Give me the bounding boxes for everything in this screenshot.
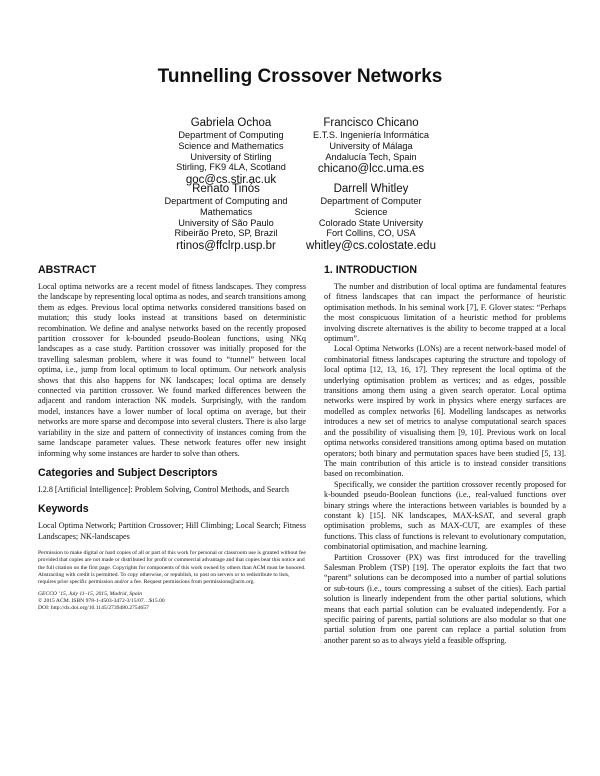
doi-link[interactable]: DOI: http://dx.doi.org/10.1145/2739480.2754657 xyxy=(38,605,149,612)
paper-title: Tunnelling Crossover Networks xyxy=(157,66,443,87)
author-affiliation-line: Ribeirão Preto, SP, Brazil xyxy=(174,228,278,239)
abstract-heading: ABSTRACT xyxy=(38,264,97,276)
author-block-2 xyxy=(276,116,466,176)
keywords-heading: Keywords xyxy=(38,503,89,516)
author-affiliation-line: Andalucía Tech, Spain xyxy=(325,151,417,162)
categories-heading: Categories and Subject Descriptors xyxy=(38,466,218,479)
intro-paragraph-2: Local Optima Networks (LONs) are a recent network-based model of combinatorial fitness landscapes capturing the structure and topology of local optima [12, 13, 16, 17]. They represent the local optima of the underlying optimisation problem as vertices; and as edges, possible transitions among them using a given search operator. Local optima networks were inspired by work in physics where energy surfaces are modelled as complex networks [6]. Modelling landscapes as networks introduces a new set of metrics to analyse computational search spaces and the possibility of visualising them [9, 10]. Previous work on local optima networks considered transitions among optima based on mutation operators; both binary and permutation spaces have been studied [5, 13]. The main contribution of this article is to instead consider transitions based on recombination. xyxy=(324,344,566,479)
intro-paragraph-4: Partition Crossover (PX) was first introduced for the travelling Salesman Problem (TSP) [19]. The operator exploits the fact that two “parent” solutions can be decomposed into a number of partial solutions or sub-tours (i.e., tours compressing a subset of the cities). Each partial solution is linearly independent from the other partial solutions, which means that each partial solution can be evaluated independently. For a specific pairing of parents, partial solutions are also modular so that one partial solution from one parent can replace a partial solution from another parent so as to always yield a feasible offspring. xyxy=(324,552,566,645)
intro-paragraph-3: Specifically, we consider the partition crossover recently proposed for k-bounded pseudo-Boolean functions (i.e., real-valued functions over binary strings where the interactions between variables is bounded by a constant k) [15]. NK landscapes, MAX-kSAT, and several graph optimisation problems, such as MAX-CUT, are examples of these functions. This class of functions is relevant to evolutionary computation, combinatorial optimisation, and machine learning. xyxy=(324,479,566,552)
author-name: Renato Tinós xyxy=(192,183,260,195)
author-block-4 xyxy=(276,182,466,253)
author-email[interactable]: chicano@lcc.uma.es xyxy=(317,163,425,176)
author-affiliation-line: University of São Paulo xyxy=(178,217,274,228)
author-affiliation-line: University of Stirling xyxy=(190,151,272,162)
author-affiliation-line: Department of Computer xyxy=(320,196,422,206)
keywords-text: Local Optima Network; Partition Crossover; Hill Climbing; Local Search; Fitness Landscapes; NK-landscapes xyxy=(38,521,306,541)
copyright-line: © 2015 ACM. ISBN 978-1-4503-3472-3/15/07…$15.00 xyxy=(38,598,165,605)
right-column xyxy=(324,264,566,646)
conference-line: GECCO ’15, July 11–15, 2015, Madrid, Spain xyxy=(38,590,142,597)
intro-paragraph-1: The number and distribution of local optima are fundamental features of fitness landscapes that can impact the performance of heuristic optimisation methods. In his seminal work [7], F. Glover states: “Perhaps the most conspicuous limitation of a heuristic method for problems involving discrete alternatives is the ability to become trapped at a local optimum”. xyxy=(324,282,566,344)
left-column xyxy=(38,264,306,613)
author-affiliation-line: E.T.S. Ingeniería Informática xyxy=(313,130,429,140)
author-affiliation-line: Fort Collins, CO, USA xyxy=(326,228,416,239)
author-name: Gabriela Ochoa xyxy=(190,117,272,129)
author-affiliation-line: University of Málaga xyxy=(329,140,413,151)
categories-text: I.2.8 [Artificial Intelligence]: Problem Solving, Control Methods, and Search xyxy=(38,484,289,494)
author-affiliation-line: Science xyxy=(354,206,388,217)
introduction-heading: 1. INTRODUCTION xyxy=(324,264,417,276)
author-email[interactable]: rtinos@ffclrp.usp.br xyxy=(176,240,276,253)
author-affiliation-line: Stirling, FK9 4LA, Scotland xyxy=(176,162,286,173)
author-email[interactable]: whitley@cs.colostate.edu xyxy=(306,240,436,253)
author-email[interactable]: goc@cs.stir.ac.uk xyxy=(185,174,277,187)
author-affiliation-line: Science and Mathematics xyxy=(178,140,284,151)
author-name: Francisco Chicano xyxy=(323,117,419,129)
author-name: Darrell Whitley xyxy=(333,183,409,195)
author-affiliation-line: Department of Computing and xyxy=(164,196,288,206)
author-affiliation-line: Mathematics xyxy=(199,206,253,217)
author-affiliation-line: Department of Computing xyxy=(178,130,284,140)
abstract-text: Local optima networks are a recent model of fitness landscapes. They compress the landscape by representing local optima as nodes, and search transitions among them as edges. Previous local optima networks considered transitions based on mutation; this study looks instead at transitions based on deterministic recombination. We define and analyse networks based on the recently proposed partition crossover for k-bounded pseudo-Boolean functions, using NKq landscapes as a case study. Partition crossover was initially proposed for the travelling salesman problem, where it was found to “tunnel” between local optima, i.e., jump from local optimum to local optimum. Our network analysis shows that this also happens for NK landscapes; local optima are densely connected via partition crossover. We found marked differences between the adjacent and random interaction NK models. Surprisingly, with the random model, instances have a lower number of local optima on average, but their networks are more sparse and decompose into several clusters. There is also large variability in the size and pattern of connectivity of instances coming from the same landscape parameter values. These network features offer new insight informing why some instances are harder to solve than others. xyxy=(38,282,306,458)
permission-notice: Permission to make digital or hard copies of all or part of this work for personal or classroom use is granted without fee provided that copies are not made or distributed for profit or commercial advantage and that copies bear this notice and the full citation on the first page. Copyrights for components of this work owned by others than ACM must be honored. Abstracting with credit is permitted. To copy otherwise, or republish, to post on servers or to redistribute to lists, requires prior specific permission and/or a fee. Request permissions from permissions@acm.org. xyxy=(38,550,306,586)
author-affiliation-line: Colorado State University xyxy=(318,217,424,228)
